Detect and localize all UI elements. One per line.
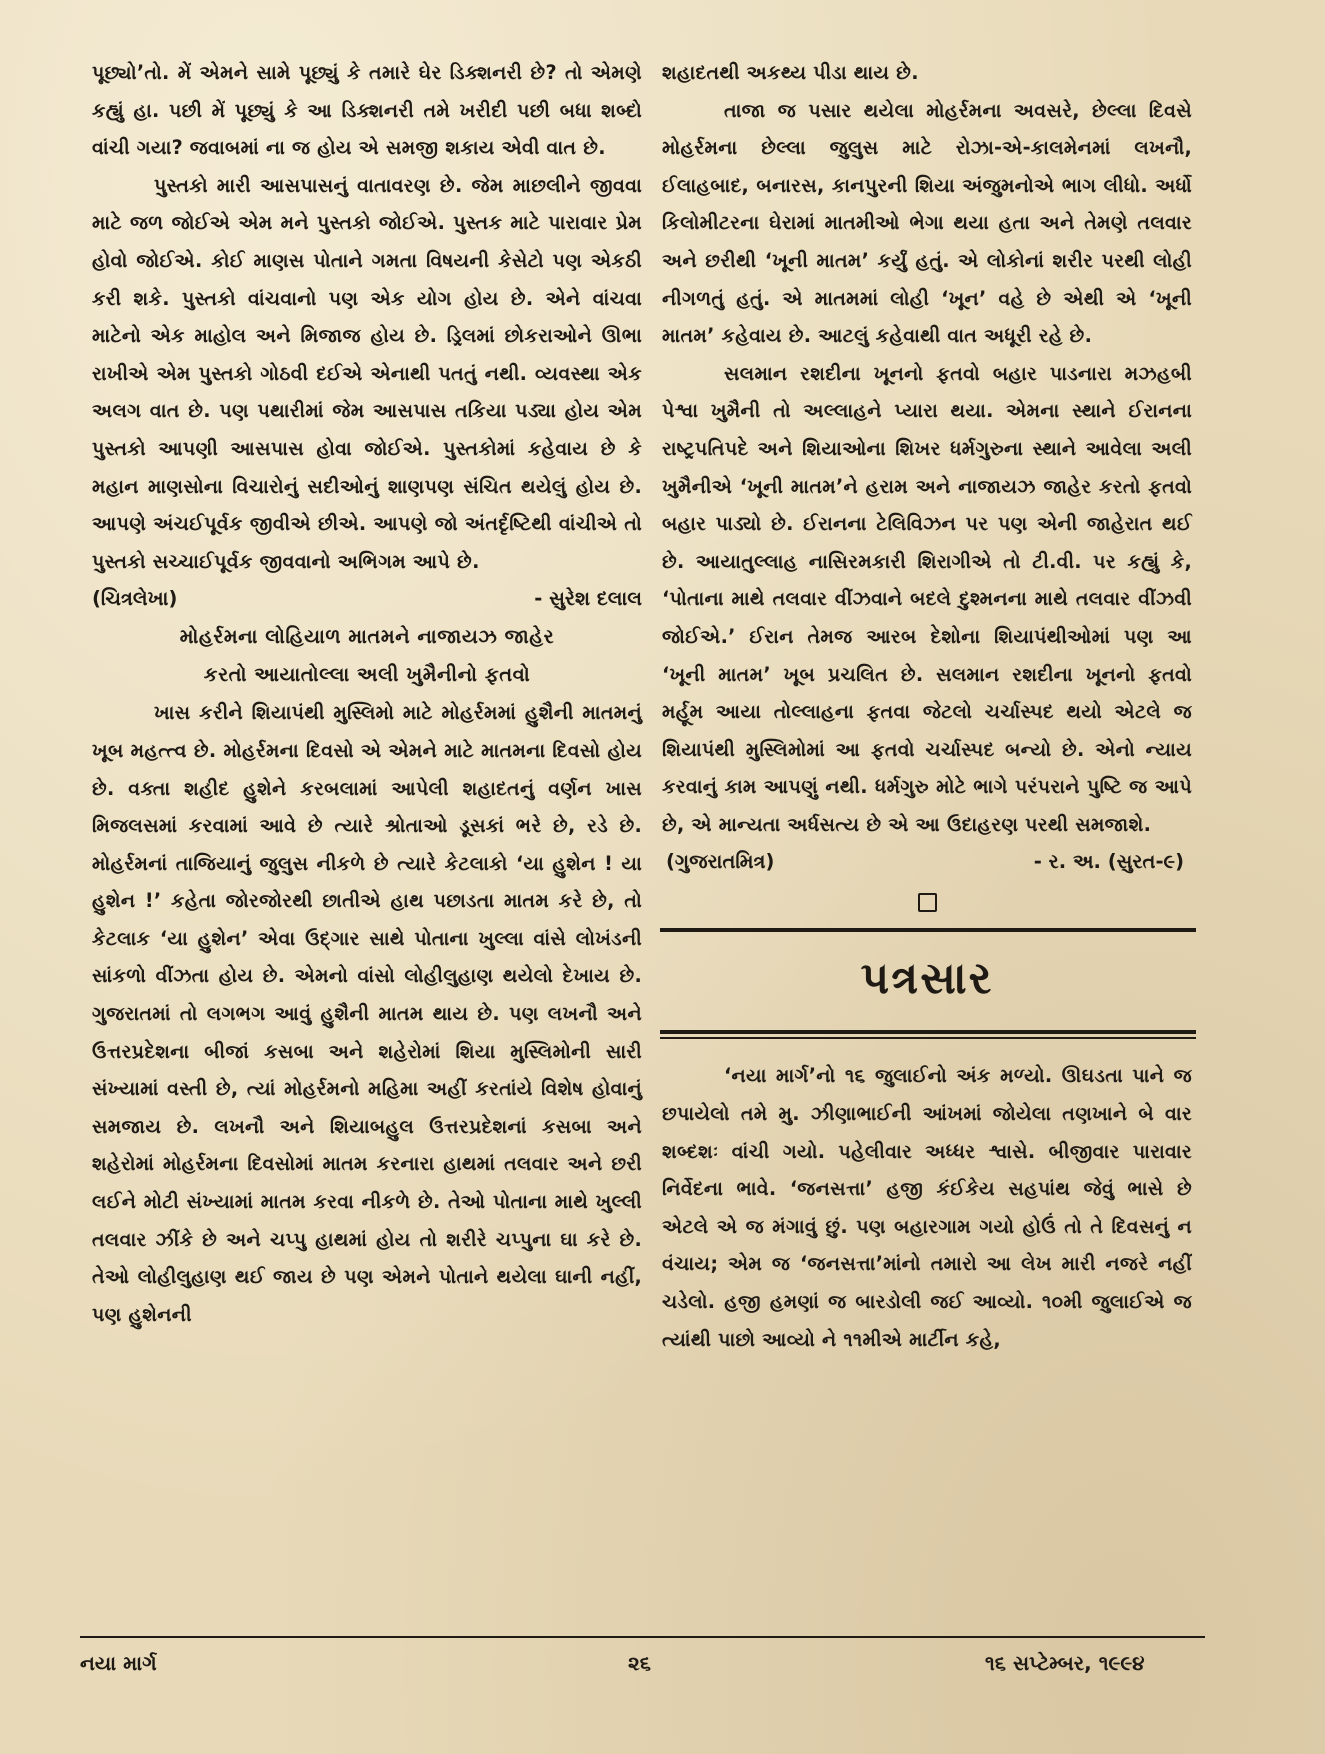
paragraph: ખાસ કરીને શિયાપંથી મુસ્લિમો માટે મોહર્રમમાં હુશૈની માતમનું ખૂબ મહત્ત્વ છે. મોહર્રમના દિવસો એ એમને માટે માતમના દિવસો હોય છે. વક્તા શહીદ હુશેને કરબલામાં આપેલી શહાદતનું વર્ણન ખાસ મિજલસમાં કરવામાં આવે છે ત્યારે શ્રોતાઓ ડૂસકાં ભરે છે, રડે છે. મોહર્રમનાં તાજિયાનું જુલુસ નીકળે છે ત્યારે કેટલાકો ‘યા હુશેન ! યા હુશેન !’ કહેતા જોરજોરથી છાતીએ હાથ પછાડતા માતમ કરે છે, તો કેટલાક ‘યા હુશેન’ એવા ઉદ્‌ગાર સાથે પોતાના ખુલ્લા વાંસે લોખંડની સાંકળો વીંઝતા હોય છે. એમનો વાંસો લોહીલુહાણ થયેલો દેખાય છે. ગુજરાતમાં તો લગભગ આવું હુશૈની માતમ થાય છે. પણ લખનૌ અને ઉત્તરપ્રદેશના બીજાં કસબા અને શહેરોમાં શિયા મુસ્લિમોની સારી સંખ્યામાં વસ્તી છે, ત્યાં મોહર્રમનો મહિમા અહીં કરતાંયે વિશેષ હોવાનું સમજાય છે. લખનૌ અને શિયાબહુલ ઉત્તરપ્રદેશનાં કસબા અને શહેરોમાં મોહર્રમના દિવસોમાં માતમ કરનારા હાથમાં તલવાર અને છરી લઈને મોટી સંખ્યામાં માતમ કરવા નીકળે છે. તેઓ પોતાના માથે ખુલ્લી તલવાર ઝીંકે છે અને ચપ્પુ હાથમાં હોય તો શરીરે ચપ્પુના ઘા કરે છે. તેઓ લોહીલુહાણ થઈ જાય છે પણ એમને પોતાને થયેલા ઘાની નહીં, પણ હુશેનની <box>92 701 642 1326</box>
left-column <box>92 54 642 1333</box>
source-attribution <box>92 580 642 618</box>
article-heading-line: મોહર્રમના લોહિયાળ માતમને નાજાયઝ જાહેર <box>179 625 555 649</box>
paragraph: પુસ્તકો મારી આસપાસનું વાતાવરણ છે. જેમ માછલીને જીવવા માટે જળ જોઈએ એમ મને પુસ્તકો જોઈએ. પુસ્તક માટે પારાવાર પ્રેમ હોવો જોઈએ. કોઈ માણસ પોતાને ગમતા વિષયની કેસેટો પણ એકઠી કરી શકે. પુસ્તકો વાંચવાનો પણ એક યોગ હોય છે. એને વાંચવા માટેનો એક માહોલ અને મિજાજ હોય છે. ડ્રિલમાં છોકરાઓને ઊભા રાખીએ એમ પુસ્તકો ગોઠવી દઈએ એનાથી પતતું નથી. વ્યવસ્થા એક અલગ વાત છે. પણ પથારીમાં જેમ આસપાસ તકિયા પડ્યા હોય એમ પુસ્તકો આપણી આસપાસ હોવા જોઈએ. પુસ્તકોમાં કહેવાય છે કે મહાન માણસોના વિચારોનું સદીઓનું શાણપણ સંચિત થયેલું હોય છે. આપણે અંચઈપૂર્વક જીવીએ છીએ. આપણે જો અંતર્દૃષ્ટિથી વાંચીએ તો પુસ્તકો સચ્ચાઈપૂર્વક જીવવાનો અભિગમ આપે છે. <box>92 173 642 573</box>
footer-magazine-name: નયા માર્ગ <box>80 1651 157 1675</box>
source-attribution <box>662 843 1192 881</box>
section-divider <box>660 928 1196 932</box>
section-divider-double <box>660 1030 1196 1039</box>
section-title: પત્રસાર <box>860 953 994 1005</box>
source-name: (ગુજરાતમિત્ર) <box>666 850 775 874</box>
paragraph: સલમાન રશદીના ખૂનનો ફતવો બહાર પાડનારા મઝહબી પેશ્વા ખુમૈની તો અલ્લાહને પ્યારા થયા. એમના સ્થાને ઈરાનના રાષ્ટ્રપતિપદે અને શિયાઓના શિખર ધર્મગુરુના સ્થાને આવેલા અલી ખુમૈનીએ ‘ખૂની માતમ’ને હરામ અને નાજાયઝ જાહેર કરતો ફતવો બહાર પાડ્યો છે. ઈરાનના ટેલિવિઝન પર પણ એની જાહેરાત થઈ છે. આયાતુલ્લાહ નાસિરમકારી શિરાગીએ તો ટી.વી. પર કહ્યું કે, ‘પોતાના માથે તલવાર વીંઝવાને બદલે દુશ્મનના માથે તલવાર વીંઝવી જોઈએ.’ ઈરાન તેમજ આરબ દેશોના શિયાપંથીઓમાં પણ આ ‘ખૂની માતમ’ ખૂબ પ્રચલિત છે. સલમાન રશદીના ખૂનનો ફતવો મર્હૂમ આયા તોલ્લાહના ફતવા જેટલો ચર્ચાસ્પદ થયો એટલે જ શિયાપંથી મુસ્લિમોમાં આ ફતવો ચર્ચાસ્પદ બન્યો છે. એનો ન્યાય કરવાનું કામ આપણું નથી. ધર્મગુરુ મોટે ભાગે પરંપરાને પુષ્ટિ જ આપે છે, એ માન્યતા અર્ધસત્ય છે એ આ ઉદાહરણ પરથી સમજાશે. <box>662 361 1192 836</box>
end-mark-square <box>918 893 937 912</box>
paragraph: ‘નયા માર્ગ’નો ૧૬ જુલાઈનો અંક મળ્યો. ઊઘડતા પાને જ છપાયેલો તમે મુ. ઝીણાભાઈની આંખમાં જોયેલા તણખાને બે વાર શબ્દશઃ વાંચી ગયો. પહેલીવાર અધ્ધર શ્વાસે. બીજીવાર પારાવાર નિર્વેદના ભાવે. ‘જનસત્તા’ હજી કંઈકેય સહપાંથ જેવું ભાસે છે એટલે એ જ મંગાવું છું. પણ બહારગામ ગયો હોઉં તો તે દિવસનું ન વંચાય; એમ જ ‘જનસત્તા’માંનો તમારો આ લેખ મારી નજરે નહીં ચડેલો. હજી હમણાં જ બારડોલી જઈ આવ્યો. ૧૦મી જુલાઈએ જ ત્યાંથી પાછો આવ્યો ને ૧૧મીએ માર્ટીન કહે, <box>662 1064 1192 1351</box>
source-author: - ર. અ. (સુરત-૯) <box>1033 850 1184 874</box>
article-heading-line: કરતો આયાતોલ્લા અલી ખુમૈનીનો ફતવો <box>203 663 531 687</box>
paragraph: શહાદતથી અકથ્ય પીડા થાય છે. <box>662 61 919 84</box>
page-number: ૨૬ <box>628 1651 651 1675</box>
paragraph: તાજા જ પસાર થયેલા મોહર્રમના અવસરે, છેલ્લા દિવસે મોહર્રમના છેલ્લા જુલુસ માટે રોઝા-એ-કાલમેનમાં લખનૌ, ઈલાહબાદ, બનારસ, કાનપુરની શિયા અંજુમનોએ ભાગ લીધો. અર્ધો કિલોમીટરના ઘેરામાં માતમીઓ ભેગા થયા હતા અને તેમણે તલવાર અને છરીથી ‘ખૂની માતમ’ કર્યું હતું. એ લોકોનાં શરીર પરથી લોહી નીગળતું હતું. એ માતમમાં લોહી ‘ખૂન’ વહે છે એથી એ ‘ખૂની માતમ’ કહેવાય છે. આટલું કહેવાથી વાત અધૂરી રહે છે. <box>662 98 1192 348</box>
paragraph: પૂછ્યો’તો. મેં એમને સામે પૂછ્યું કે તમારે ઘેર ડિક્શનરી છે? તો એમણે કહ્યું હા. પછી મેં પૂછ્યું કે આ ડિક્શનરી તમે ખરીદી પછી બધા શબ્દો વાંચી ગયા? જવાબમાં ના જ હોય એ સમજી શકાય એવી વાત છે. <box>92 61 642 160</box>
right-column <box>662 54 1192 1358</box>
source-author: - સુરેશ દલાલ <box>534 587 642 611</box>
footer-date: ૧૬ સપ્ટેમ્બર, ૧૯૯૪ <box>985 1651 1145 1675</box>
footer-rule <box>80 1636 1205 1638</box>
source-name: (ચિત્રલેખા) <box>92 587 178 611</box>
